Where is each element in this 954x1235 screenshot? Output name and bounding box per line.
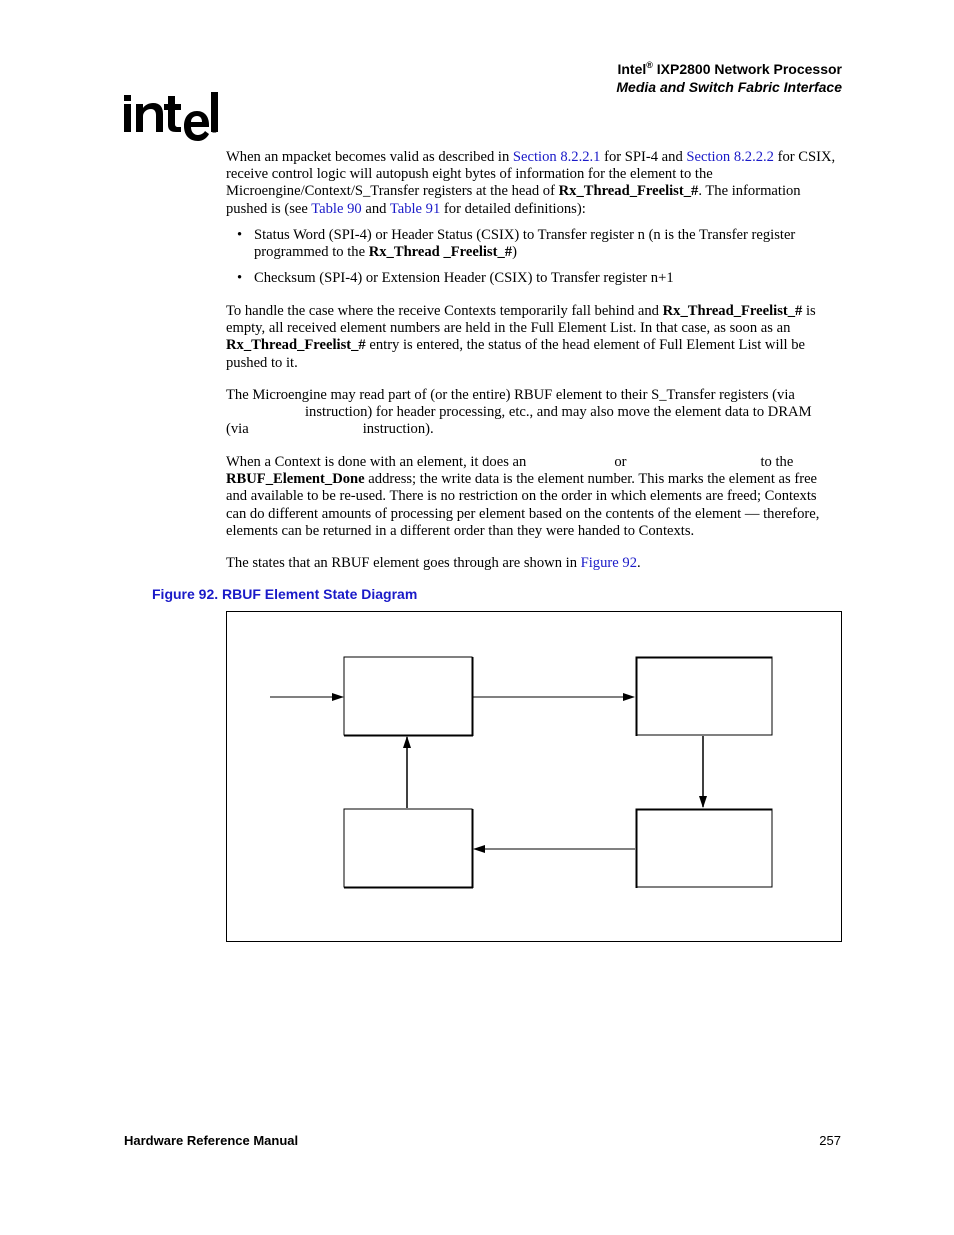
text: address; the write data is the element number. This marks the element as free and available to be re-used. There is no restriction on the order in which elements are freed; Contexts can do different amounts of processing per element based on the contents of the element — therefore, elements can be returned in a different order than they were handed to Contexts. bbox=[226, 471, 820, 539]
bullet-item-status-word bbox=[254, 227, 844, 261]
state-diagram bbox=[226, 611, 842, 942]
state-box-bottom-left bbox=[344, 809, 473, 888]
bold-term: RBUF_Element_Done bbox=[226, 471, 365, 488]
link-table-91[interactable]: Table 91 bbox=[389, 200, 441, 217]
link-section-8-2-2-1[interactable]: Section 8.2.2.1 bbox=[512, 149, 601, 165]
bullet-marker: • bbox=[237, 227, 243, 243]
text: To handle the case where the receive Contexts temporarily fall behind and bbox=[226, 303, 663, 319]
header-reg-mark: ® bbox=[646, 60, 653, 70]
bullet-marker: • bbox=[237, 270, 243, 286]
text: (via bbox=[226, 421, 249, 438]
text: . The information pushed is (see bbox=[226, 183, 801, 217]
footer-page-number: 257 bbox=[819, 1133, 841, 1148]
text: or bbox=[614, 454, 627, 470]
header-subtitle: Media and Switch Fabric Interface bbox=[616, 79, 842, 95]
header-brand: Intel bbox=[617, 61, 647, 77]
text: When a Context is done with an element, it does an bbox=[226, 454, 527, 470]
paragraph-full-element-list bbox=[226, 303, 840, 372]
paragraph-states bbox=[226, 555, 840, 572]
bold-term: Rx_Thread_Freelist_# bbox=[226, 337, 366, 354]
logo-reg-mark: ® bbox=[211, 125, 218, 135]
text-line: instruction) for header processing, etc., and may also move the element data to DRAM bbox=[305, 404, 812, 421]
header-product: IXP2800 Network Processor bbox=[652, 61, 842, 77]
text: Status Word (SPI-4) or Header Status (CSIX) to Transfer register n (n is the Transfer register programmed to the bbox=[254, 227, 796, 261]
text: ) bbox=[512, 244, 517, 261]
text: to the bbox=[760, 454, 794, 470]
intel-logo bbox=[122, 84, 222, 146]
paragraph-element-done bbox=[226, 454, 840, 540]
footer-manual-title: Hardware Reference Manual bbox=[124, 1133, 299, 1148]
state-box-top-right bbox=[636, 657, 772, 736]
text: entry is entered, the status of the head element of Full Element List will be pushed to it. bbox=[226, 337, 806, 371]
text: The states that an RBUF element goes through are shown in bbox=[226, 555, 581, 571]
paragraph-microengine-read bbox=[226, 387, 840, 439]
paragraph-autopush bbox=[226, 149, 840, 218]
text: instruction). bbox=[362, 421, 434, 438]
text: for CSIX, receive control logic will autopush eight bytes of information for the element to the Microengine/Context/S_Transfer registers at the head of bbox=[226, 149, 836, 200]
link-section-8-2-2-2[interactable]: Section 8.2.2.2 bbox=[686, 149, 774, 165]
bold-term: Rx_Thread_Freelist_# bbox=[558, 183, 699, 200]
text-line: The Microengine may read part of (or the entire) RBUF element to their S_Transfer registers (via bbox=[226, 387, 795, 403]
state-box-bottom-right bbox=[636, 809, 772, 888]
text: for SPI-4 and bbox=[600, 149, 687, 165]
text: . bbox=[637, 555, 641, 571]
bullet-item-checksum: Checksum (SPI-4) or Extension Header (CSIX) to Transfer register n+1 bbox=[254, 270, 674, 286]
header-title bbox=[617, 59, 842, 79]
link-table-90[interactable]: Table 90 bbox=[311, 200, 362, 217]
figure-caption: Figure 92. RBUF Element State Diagram bbox=[152, 586, 418, 602]
text: When an mpacket becomes valid as described in bbox=[226, 149, 513, 165]
bold-term: Rx_Thread_Freelist_# bbox=[662, 303, 803, 319]
bold-term: Rx_Thread _Freelist_# bbox=[368, 244, 513, 261]
link-figure-92[interactable]: Figure 92 bbox=[580, 555, 637, 571]
text: for detailed definitions): bbox=[440, 200, 586, 217]
state-box-top-left bbox=[344, 657, 473, 736]
text: is empty, all received element numbers are held in the Full Element List. In that case, as soon as an bbox=[226, 303, 816, 337]
text: and bbox=[361, 200, 390, 217]
